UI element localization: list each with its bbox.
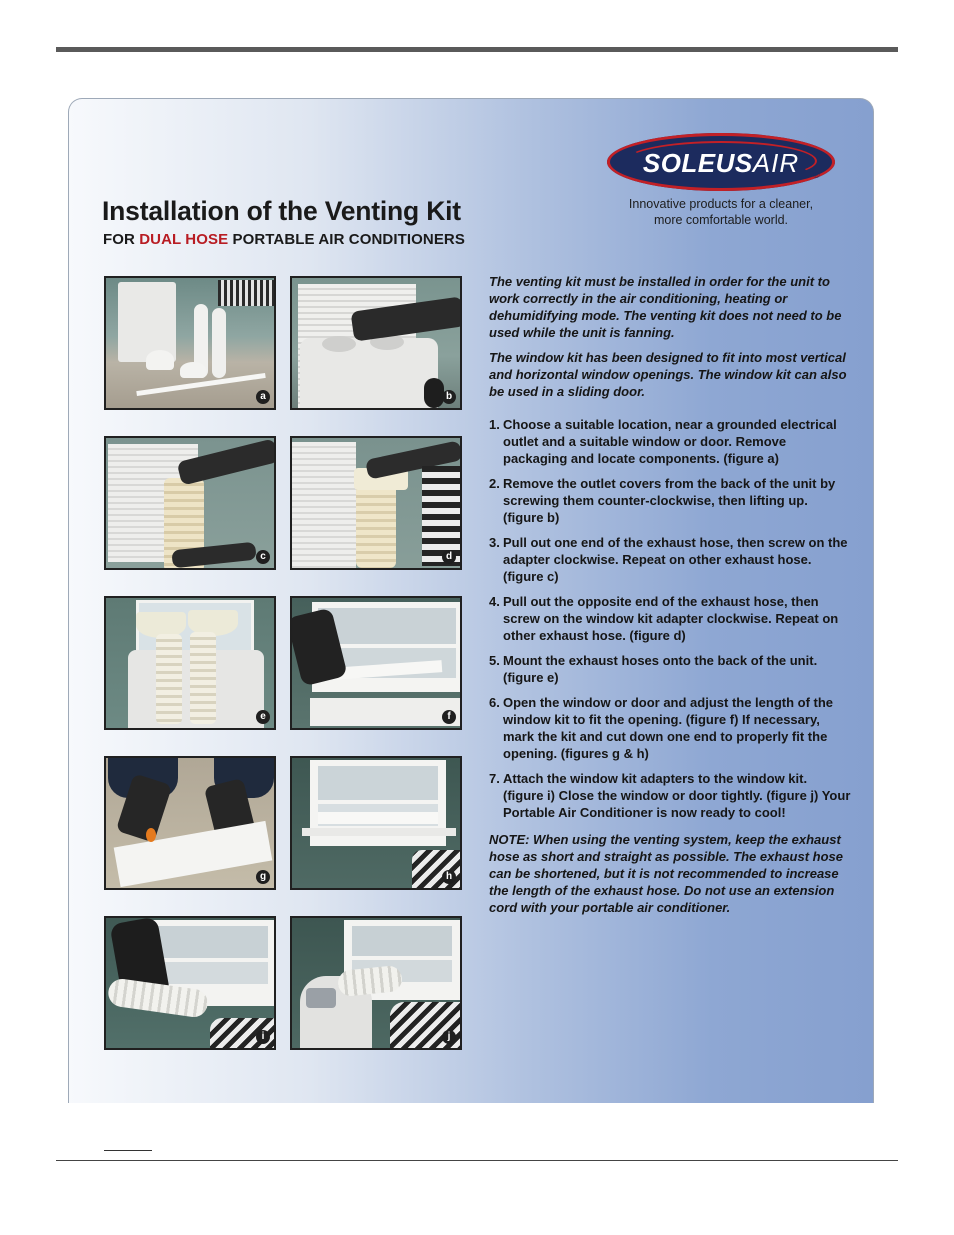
figure-e-label: e [256,710,270,724]
step-text: Mount the exhaust hoses onto the back of the unit. (figure e) [503,653,818,685]
step-7 [489,770,851,821]
figure-g-label: g [256,870,270,884]
logo-text-bold: SOLEUS [642,148,753,178]
step-2 [489,475,851,526]
step-3 [489,534,851,585]
logo-text-light: AIR [752,148,800,178]
registered-mark: ® [813,170,820,180]
instructions [489,273,851,916]
subtitle-suffix: PORTABLE AIR CONDITIONERS [228,231,465,248]
intro-paragraph-1: The venting kit must be installed in order for the unit to work correctly in the air conditioning, heating or dehumidifying mode. The venting kit does not need to be used while the unit is fanning. [489,274,842,340]
figure-j-photo [290,916,462,1050]
step-1 [489,416,851,467]
step-number: 7. [489,771,500,786]
intro-paragraph-2: The window kit has been designed to fit into most vertical and horizontal window openings. The window kit can also be used in a sliding door. [489,350,847,399]
step-number: 4. [489,594,500,609]
figure-d-photo [290,436,462,570]
step-text: Pull out the opposite end of the exhaust hose, then screw on the window kit adapter clockwise. Repeat on other exhaust hose. (figure d) [503,594,839,643]
step-number: 2. [489,476,500,491]
tagline [600,196,842,228]
page-subtitle [103,231,465,248]
figure-j-label: j [442,1030,456,1044]
figure-i-photo [104,916,276,1050]
figure-b-photo [290,276,462,410]
step-text: Choose a suitable location, near a grounded electrical outlet and a suitable window or door. Remove packaging and locate components. (figure a) [503,417,837,466]
footer-mark [104,1150,152,1151]
step-number: 3. [489,535,500,550]
figure-c-label: c [256,550,270,564]
step-text: Remove the outlet covers from the back of the unit by screwing them counter-clockwise, then lifting up. (figure b) [503,476,836,525]
figure-c-photo [104,436,276,570]
figure-h-photo [290,756,462,890]
figure-f-label: f [442,710,456,724]
figure-i-label: i [256,1030,270,1044]
top-rule [56,47,898,52]
step-text: Pull out one end of the exhaust hose, then screw on the adapter clockwise. Repeat on other exhaust hose. (figure c) [503,535,848,584]
note-paragraph: NOTE: When using the venting system, keep the exhaust hose as short and straight as possible. The exhaust hose can be shortened, but it is not recommended to increase the length of the exhaust hose. Do not use an extension cord with your portable air conditioner. [489,832,843,915]
figure-a-label: a [256,390,270,404]
step-number: 1. [489,417,500,432]
soleusair-logo [607,133,835,191]
step-number: 5. [489,653,500,668]
tagline-line-1: Innovative products for a cleaner, [628,197,814,211]
page-title: Installation of the Venting Kit [102,196,461,226]
step-5 [489,652,851,686]
subtitle-prefix: FOR [103,231,140,248]
step-4 [489,593,851,644]
figure-b-label: b [442,390,456,404]
step-text: Open the window or door and adjust the length of the window kit to fit the opening. (figure f) If necessary, mark the kit and cut down one end to properly fit the opening. (figures g & h) [503,695,834,761]
tagline-line-2: more comfortable world. [653,213,789,227]
figure-f-photo [290,596,462,730]
figure-a-photo [104,276,276,410]
subtitle-accent: DUAL HOSE [139,231,229,248]
figure-g-photo [104,756,276,890]
logo-text [607,148,835,179]
figure-e-photo [104,596,276,730]
step-6 [489,694,851,762]
figure-h-label: h [442,870,456,884]
step-number: 6. [489,695,500,710]
step-text: Attach the window kit adapters to the window kit. (figure i) Close the window or door tightly. (figure j) Your Portable Air Conditioner is now ready to cool! [503,771,851,820]
bottom-rule [56,1160,898,1161]
figure-d-label: d [442,550,456,564]
